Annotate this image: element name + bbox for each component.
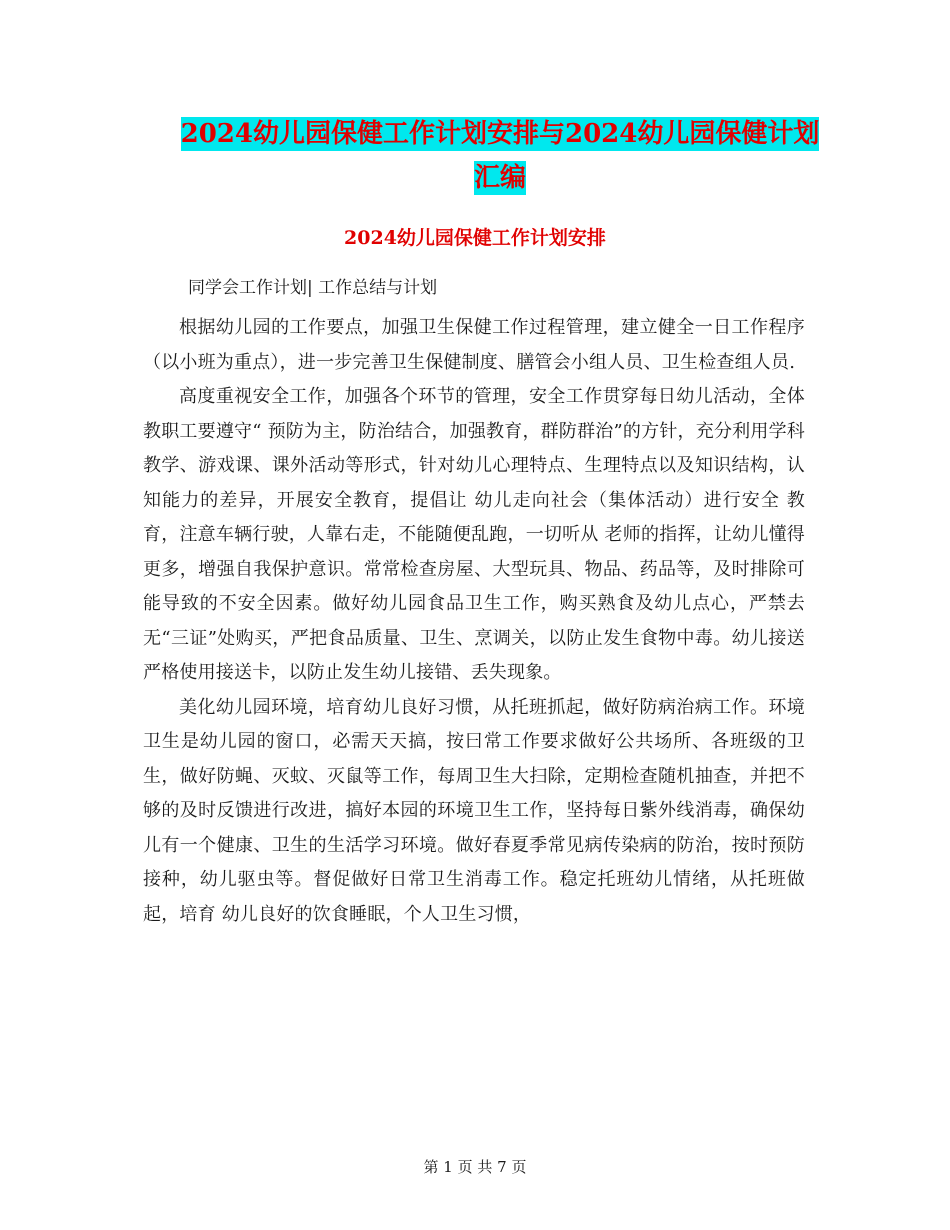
page-footer: 第 1 页 共 7 页: [423, 1158, 527, 1176]
paragraph: 根据幼儿园的工作要点，加强卫生保健工作过程管理，建立健全一日工作程序（以小班为重点），进一步完善卫生保健制度、膳管会小组人员、卫生检查组人员.: [143, 317, 805, 373]
document-title-line-2: 汇编: [473, 163, 526, 193]
paragraph: 美化幼儿园环境，培育幼儿良好习惯，从托班抓起，做好防病治病工作。环境卫生是幼儿园的窗口，必需天天搞，按曰常工作要求做好公共场所、各班级的卫生，做好防蝇、灭蚊、灭鼠等工作，每周卫生大扫除，定期检查随机抽查，并把不够的及时反馈进行改进，搞好本园的环境卫生工作，坚持每日紫外线消毒，确保幼儿有一个健康、卫生的生活学习环境。做好春夏季常见病传染病的防治，按时预防接种，幼儿驱虫等。督促做好日常卫生消毒工作。稳定托班幼儿情绪，从托班做起，培育 幼儿良好的饮食睡眠，个人卫生习惯，: [143, 696, 805, 925]
document-title: [140, 112, 860, 200]
paragraph: 高度重视安全工作，加强各个环节的管理，安全工作贯穿每日幼儿活动，全体教职工要遵守“ 预防为主，防治结合，加强教育，群防群治”的方针，充分利用学科教学、游戏课、课外活动等形式，针对幼儿心理特点、生理特点以及知识结构，认知能力的差异，开展安全教育，提倡让 幼儿走向社会（集体活动）进行安全 教育，注意车辆行驶，人靠右走，不能随便乱跑，一切听从 老师的指挥，让幼儿懂得更多，增强自我保护意识。常常检查房屋、大型玩具、物品、药品等，及时排除可能导致的不安全因素。做好幼儿园食品卫生工作，购买熟食及幼儿点心，严禁去无“三证”处购买，严把食品质量、卫生、烹调关，以防止发生食物中毒。幼儿接送严格使用接送卡，以防止发生幼儿接错、丢失现象。: [143, 386, 805, 683]
section-title: 2024幼儿园保健工作计划安排: [344, 227, 606, 249]
source-line: 同学会工作计划| 工作总结与计划: [188, 278, 438, 298]
document-body: [143, 311, 805, 932]
document-title-line-1: 2024幼儿园保健工作计划安排与2024幼儿园保健计划: [180, 119, 820, 149]
